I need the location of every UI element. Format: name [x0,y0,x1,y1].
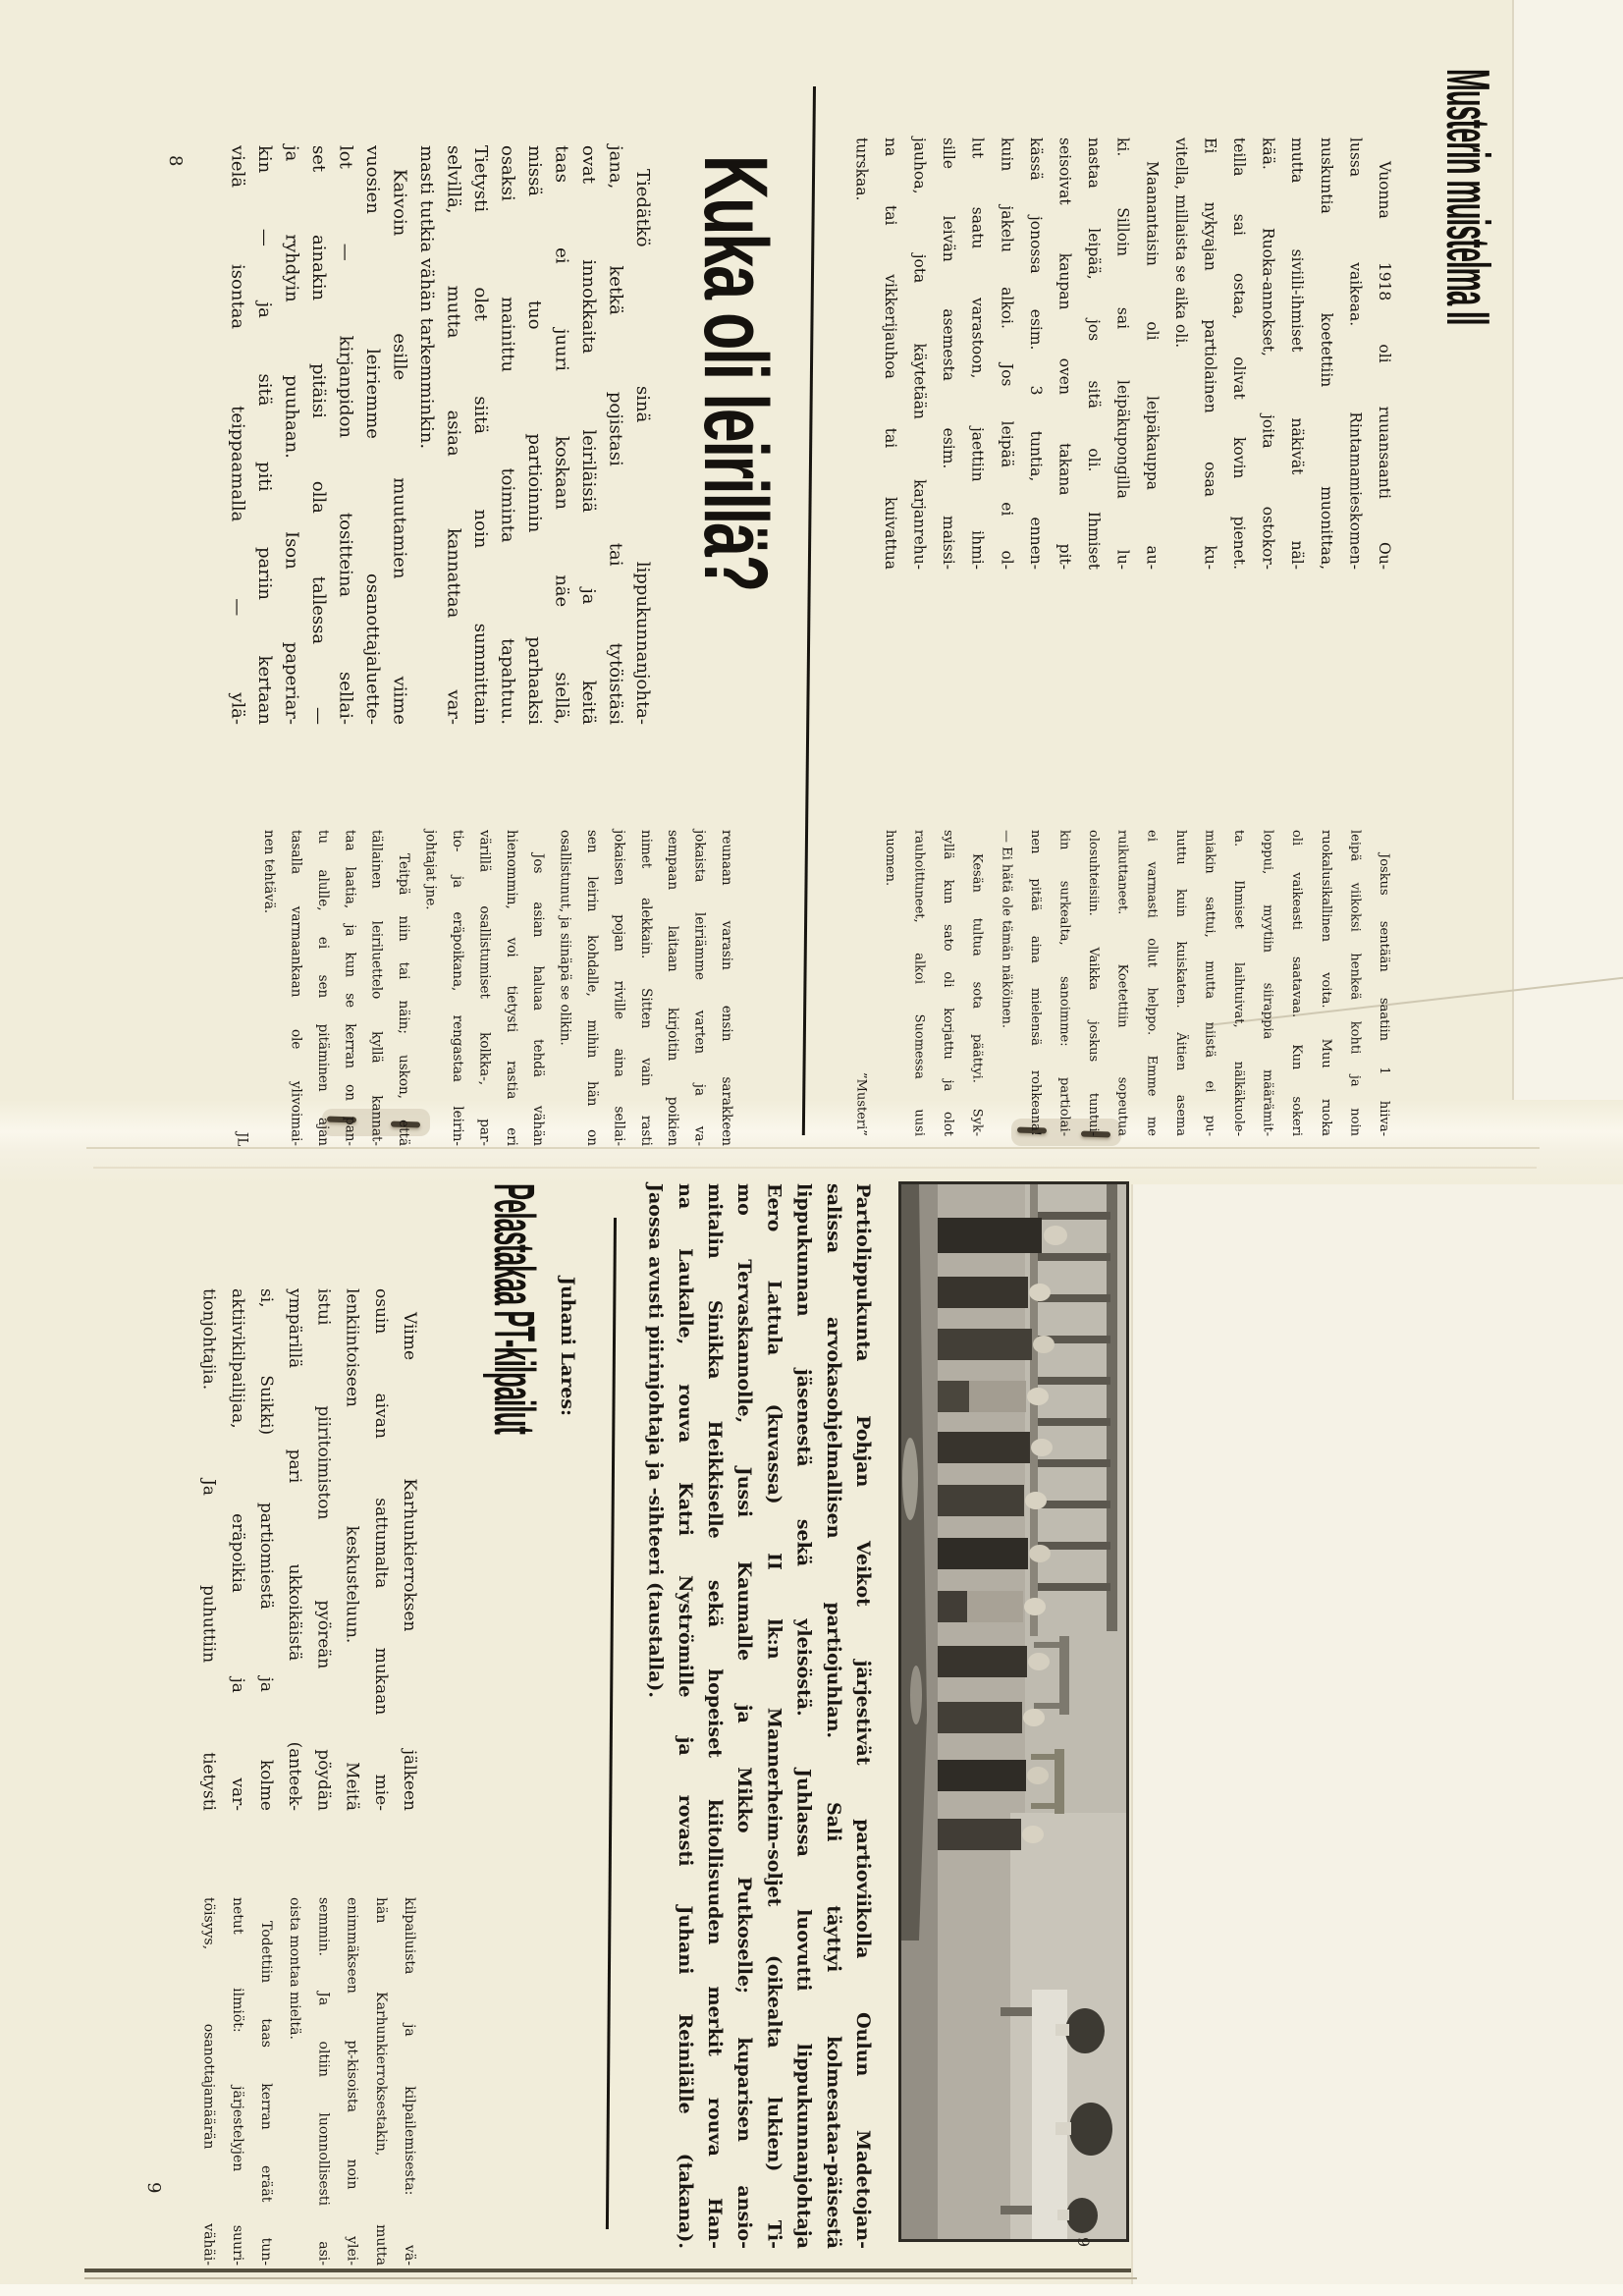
text-line: Kesän tultua sota päättyi. Syk- [969,853,985,1136]
text-line: ki. Silloin sai leipäkupongilla lu- [1113,137,1132,570]
text-line: nen tehtävä. [261,830,278,914]
text-line: vielä isontaa teippaamalla — ylä- [227,145,248,725]
text-line: kässä jonossa esim. 3 tuntia, ennen- [1026,137,1045,570]
text-line: kuin jakelu alkoi. Jos leipää ei ol- [998,137,1016,570]
text-line: osaksi mainittu toiminta tapahtuu. [497,145,518,725]
text-line: huttu kuin kuiskaten. Äitien asema [1172,830,1188,1136]
page-corner-mark-9: 9 [1074,2237,1093,2248]
text-line: set ainakin pitäisi olla tallessa — [308,145,329,725]
text-line: mo Tervaskannolle, Jussi Kaumalle ja Mikko Putkoselle; kuparisen ansio- [733,1183,756,2249]
text-line: kin surkealta, sanoimme: partiolai- [1056,830,1072,1136]
text-line: hän Karhunkierroksestakin, mutta [372,1897,389,2266]
text-line: värillä osallistumiset kolkka-, par- [476,830,493,1146]
text-line: vuosien leiriemme osanottajaluette- [362,145,383,725]
text-line: — Ei hätä ole tämän näköinen. [999,830,1014,1029]
text-line: taas ei juuri koskaan näe siellä, [551,145,572,725]
text-line: tionjohtajia. Ja puhuttiin tietysti [198,1288,219,1811]
photo-caption [640,1183,878,2249]
musterin-column-2 [846,830,1398,1136]
text-line: reunaan varasin ensin sarakkeen [719,830,734,1146]
article-separator-rule [802,86,816,1135]
text-line: Kaivoin esille muutamien viime [389,169,410,725]
text-line: vitella, millaista se aika oli. [1171,137,1190,349]
article-title-kuka: Kuka oli leirillä? [685,155,785,591]
text-line: ”Musteri” [853,1072,869,1136]
text-line: oli vaikeasti saatavaa. Kun sokeri [1289,830,1305,1136]
text-line: huomen. [882,830,897,887]
kuka-column-2 [229,830,739,1146]
musterin-column-1 [846,137,1398,570]
text-line: lippukunnan jäsenestä sekä yleisöstä. Juhlassa luovutti lippukunnanjohtaja [792,1183,815,2249]
text-line: töisyys, osanottajamäärän vähäi- [200,1897,217,2266]
page-number-8: 8 [165,155,186,167]
text-line: jauhoa, jota käytetään karjanrehu- [910,137,929,570]
text-line: syllä kun sato oli korjattu ja olot [941,830,956,1136]
page-number-9: 9 [143,2182,164,2194]
text-line: Vuonna 1918 oli ruuansaanti Ou- [1376,161,1393,570]
text-line: masti tutkia vähän tarkemminkin. [416,145,437,450]
article-title-pt: Pelastakaa PT-kilpailut [482,1183,546,1434]
text-line: sen leirin kohdalle, mihin hän on [583,830,600,1146]
text-line: jokaisen pojan riville aina sellai- [611,830,627,1146]
text-line: Viime Karhunkierroksen jälkeen [400,1312,419,1811]
fold-shadow-line-2 [93,1167,1537,1169]
text-line: ei varmasti ollut helppo. Emme me [1144,830,1160,1136]
text-line: olosuhteisiin. Vaikka joskus tuntui- [1086,830,1102,1136]
text-line: osallistunut, ja siinäpä se olikin. [557,830,573,1046]
text-line: si, Suikki) partiomiestä ja kolme [255,1288,276,1811]
text-line: Tietysti olet siitä noin summittain [470,145,491,725]
text-line: Maanantaisin oli leipäkauppa au- [1143,161,1162,570]
text-line: hienommin, voi tietysti rastia eri [503,830,519,1146]
photo-floor-highlight-1 [902,1438,918,1520]
text-line: ovat innokkaita leiriläisiä ja keitä [578,145,599,725]
text-line: enimmäkseen pt-kisoista noin ylei- [344,1897,360,2266]
text-line: tällainen leiriluettelo kyllä kannat- [368,830,385,1146]
text-line: Joskus sentään saatiin 1 hiiva- [1377,853,1391,1136]
text-line: taa laatia, ja kun se kerran on pan- [342,830,358,1146]
text-line: Partiolippukunta Pohjan Veikot järjestivät partioviikolla Oulun Madetojan- [852,1183,874,2249]
text-line: lut saatu varastoon, jaettiin ihmi- [968,137,987,570]
text-line: na tai vikkerijauhoa tai kuivattua [881,137,899,570]
text-line: Ei nykyajan partiolainen osaa ku- [1201,137,1219,570]
text-line: ja ryhdyin puuhaan. Ison paperiar- [281,145,302,725]
text-line: johtajat jne. [422,830,439,910]
fold-shadow-line-1 [86,1147,1540,1149]
text-line: Teitpä niin tai näin; uskon, että [396,853,412,1146]
text-line: kilpailuista ja kilpailemisesta: vä- [402,1897,417,2266]
text-line: leipä viikoksi henkeä kohti ja noin [1347,830,1363,1136]
text-line: miakin sattui, mutta niistä ei pu- [1202,830,1217,1136]
text-line: nimet alekkain. Sitten vain rasti [637,830,654,1146]
text-line: istui piiritoimiston pyöreän pöydän [313,1288,334,1811]
text-line: lot — kirjanpidon tositteina sellai- [335,145,356,725]
article-title-musterin: Musterin muistelma II [1434,69,1501,325]
page9-bottom-edge-light [84,2277,1137,2279]
text-line: turskaa. [852,137,871,201]
text-line: semmin. Ja oltiin luonnollisesti asi- [315,1897,332,2266]
text-line: Todettiin taas kerran eräät tun- [257,1921,274,2266]
pt-column-2 [193,1897,423,2266]
text-line: selvillä, mutta asiaa kannattaa var- [443,145,464,725]
text-line: tasalla varmaankaan ole ylivoimai- [288,830,304,1146]
text-line: kää. Ruoka-annokset, joita ostokor- [1259,137,1277,570]
text-line: tio- ja eräpoikana, rengastaa leirin- [449,830,465,1146]
text-line: ruokalusikallinen voita. Muu ruoka [1318,830,1333,1136]
text-line: lenkiintoiseen keskusteluun. Meitä [342,1288,362,1811]
text-line: jokaista leiriämme varten ja va- [691,830,708,1146]
caption-separator-rule [606,1218,617,2229]
text-line: tu alulle, ei sen pitäminen ajan [314,830,331,1146]
pt-article-author [553,1277,582,1488]
text-line: seisoivat kaupan oven takana pit- [1055,137,1074,570]
text-line: aktiivikilpailijaa, eräpoikia ja var- [227,1288,247,1811]
text-line: mitalin Sinikka Heikkiselle sekä hopeiset kiitollisuuden merkit rouva Han- [703,1183,726,2249]
text-line: sille leivän asemesta esim. maissi- [940,137,958,570]
text-line: na Laukalle, rouva Katri Nyströmille ja rovasti Juhani Reinilälle (takana). [674,1183,696,2249]
text-line: teilla sai ostaa, olivat kovin pienet. [1230,137,1249,570]
photo [898,1181,1129,2242]
page9-paper-edge-area [1131,1149,1623,2296]
photo-floor-highlight-2 [910,1666,922,1724]
text-line: oista montaa mieltä. [287,1897,303,2040]
scanner-bottom-band [0,2284,1623,2296]
text-line: mutta siviili-ihmiset näkivät näl- [1288,137,1307,570]
kuka-column-1 [224,145,656,725]
text-line: Jaossa avusti piirinjohtaja ja -sihteeri (taustalla). [644,1183,667,1699]
text-line: kin — ja sitä piti pariin kertaan [254,145,275,725]
text-line: ympärillä pari ukkoikäistä (anteek- [285,1288,305,1811]
page9-bottom-edge-dark [84,2269,1131,2272]
text-line: salissa arvokasohjelmallisen partiojuhlan. Sali täyttyi kolmesataa-päisestä [822,1183,844,2249]
text-line: Tiedätkö sinä lippukunnanjohta- [632,169,653,725]
text-line: rauhoittuneet, alkoi Suomessa uusi [911,830,927,1136]
text-line: missä tuo partioinnin parhaaksi [524,145,545,725]
text-line: nen pitää aina mielensä rohkeana! [1027,830,1043,1136]
text-line: ta. Ihmiset laihtuivat, nälkäkuole- [1231,830,1247,1136]
text-line: lussa vaikeaa. Rintamamieskomen- [1346,137,1365,570]
page8-paper-edge-area [1512,0,1623,1115]
text-line: JL [234,1131,250,1146]
text-line: Eero Lattula (kuvassa) II lk:n Mannerheim-soljet (oikealta lukien) Ti- [763,1183,785,2249]
text-line: ruikuttaneet. Koetettiin sopeutua [1114,830,1130,1136]
text-line: sempaan laitaan kirjoitin poikien [665,830,681,1146]
text-line: nuskuntia koetettiin muonittaa, [1317,137,1335,570]
text-line: osuin aivan sattumalta mukaan mie- [370,1288,391,1811]
text-line: nastaa leipää, jos sitä oli. Ihmiset [1085,137,1104,570]
pt-column-1 [193,1288,423,1811]
text-line: jana, ketkä pojistasi tai tytöistäsi [605,145,626,725]
text-line: netut ilmiöt: järjestelyjen suuri- [229,1897,245,2266]
text-line: loppui, myytiin siirappia määrämit- [1260,830,1275,1136]
author-line: Juhani Lares: [557,1277,578,1417]
text-line: Jos asian haluaa tehdä vähän [530,853,547,1146]
